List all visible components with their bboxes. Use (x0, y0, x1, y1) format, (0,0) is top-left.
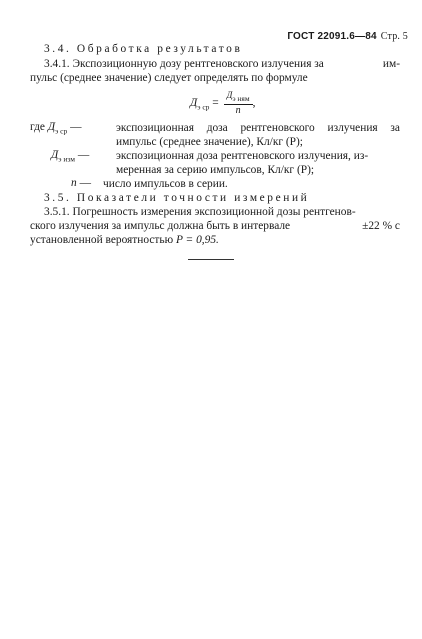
definition-2-line2: меренная за серию импульсов, Кл/кг (Р); (116, 164, 315, 176)
definition-1-symbol: где $Д_{э ср}$ — (30, 121, 82, 136)
paragraph-3-4-1-line2: пульс (среднее значение) следует определять по формуле (30, 72, 308, 84)
paragraph-3-5-1-line3: установленной вероятностью P = 0,95. (30, 234, 219, 246)
paragraph-3-5-1-line1: 3.5.1. Погрешность измерения экспозиционной дозы рентгенов- (44, 206, 356, 218)
formula: $Д_{э ср}$ = $\frac{Д_{э ням}}{n}$ , (190, 90, 256, 116)
section-3-5-title: 3.5. Показатели точности измерений (44, 192, 310, 204)
definition-3-symbol: n — (71, 177, 91, 189)
definition-2-line1: экспозиционная доза рентгеновского излучения, из- (116, 150, 369, 162)
end-divider (188, 259, 234, 260)
paragraph-3-4-1-line1: 3.4.1. Экспозиционную дозу рентгеновского излучения за им- (44, 58, 400, 70)
definition-2-symbol: $Д_{э изм}$ — (51, 149, 90, 164)
section-3-4-title: 3.4. Обработка результатов (44, 43, 243, 55)
formula-fraction: $\frac{Д_{э ням}}{n}$ (224, 90, 253, 117)
standard-number: ГОСТ 22091.6—84 (287, 31, 377, 42)
page-number: Стр. 5 (380, 31, 408, 42)
definition-1-line1: экспозиционная доза рентгеновского излучения за (116, 122, 400, 134)
definition-3-line1: число импульсов в серии. (103, 178, 228, 190)
definition-1-line2: импульс (среднее значение), Кл/кг (Р); (116, 136, 303, 148)
paragraph-3-5-1-line2: ского излучения за импульс должна быть в интервале ±22 % с (30, 220, 400, 232)
page-header (287, 31, 408, 42)
